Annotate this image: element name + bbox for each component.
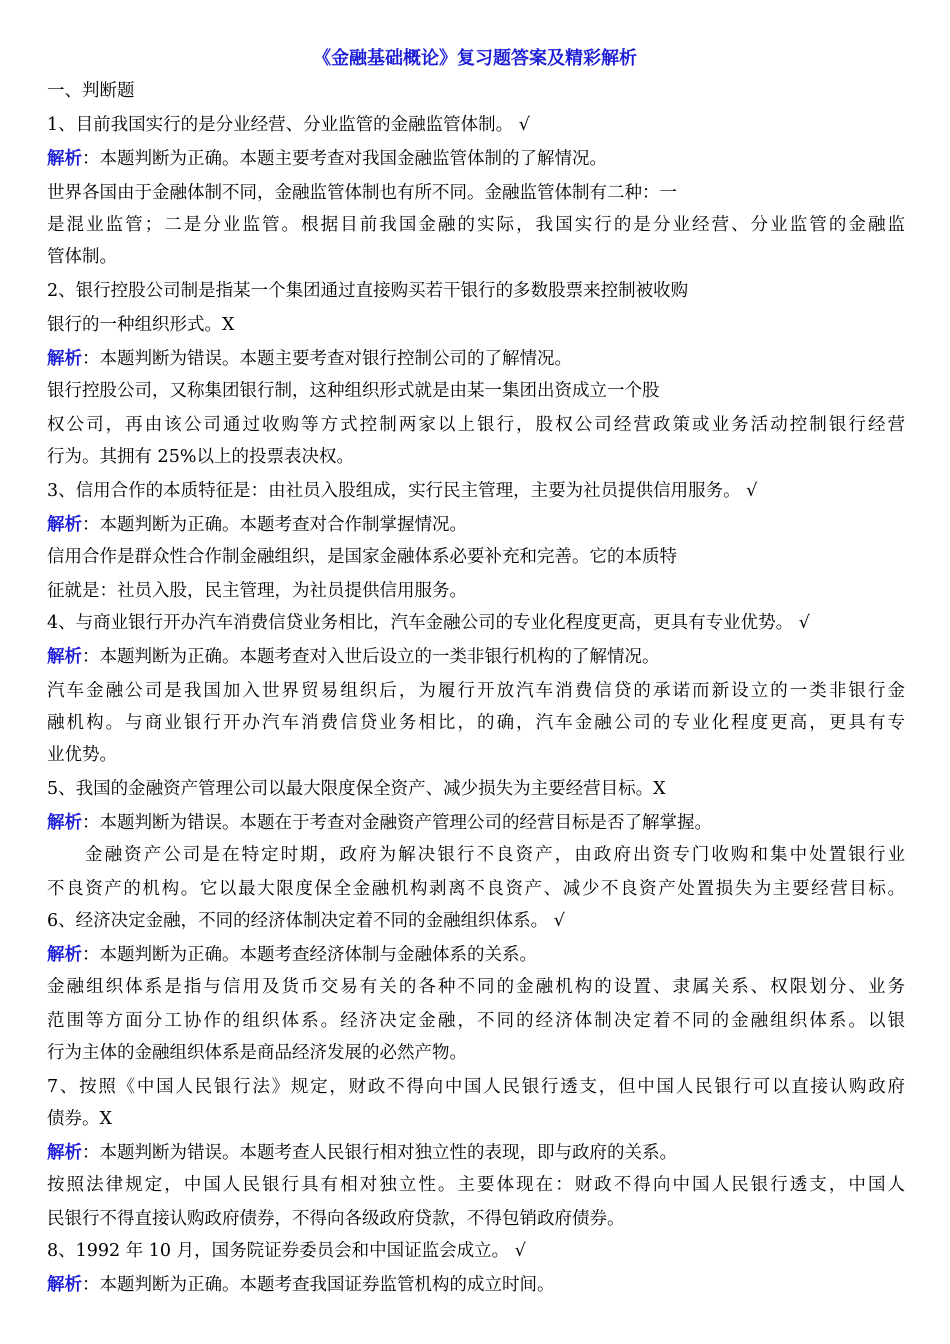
- analysis-text: ：本题判断为正确。本题考查对入世后设立的一类非银行机构的了解情况。: [82, 647, 660, 667]
- analysis-8: [47, 1273, 905, 1297]
- section-heading: 一、判断题: [47, 81, 135, 101]
- analysis-text: ：本题判断为错误。本题在于考查对金融资产管理公司的经营目标是否了解掌握。: [82, 813, 712, 833]
- document-title: 《金融基础概论》复习题答案及精彩解析: [313, 48, 637, 69]
- explanation-line: 汽车金融公司是我国加入世界贸易组织后，为履行开放汽车消费信贷的承诺而新设立的一类非银行金: [47, 681, 905, 701]
- analysis-text: ：本题判断为正确。本题考查我国证券监管机构的成立时间。: [82, 1275, 555, 1295]
- explanation-line: 世界各国由于金融体制不同，金融监管体制也有所不同。金融监管体制有二种：一: [47, 183, 677, 203]
- explanation-line: 融机构。与商业银行开办汽车消费信贷业务相比，的确，汽车金融公司的专业化程度更高，更具有专: [47, 713, 905, 733]
- analysis-label: 解析: [47, 945, 82, 965]
- analysis-label: 解析: [47, 515, 82, 535]
- explanation-line: 按照法律规定，中国人民银行具有相对独立性。主要体现在：财政不得向中国人民银行透支，中国人: [47, 1175, 905, 1195]
- analysis-label: 解析: [47, 1275, 82, 1295]
- explanation-line: 民银行不得直接认购政府债券，不得向各级政府贷款，不得包销政府债券。: [47, 1209, 625, 1229]
- analysis-6: [47, 943, 905, 967]
- analysis-label: 解析: [47, 647, 82, 667]
- analysis-label: 解析: [47, 813, 82, 833]
- question-line: 债券。X: [47, 1109, 112, 1129]
- explanation-line: 行为。其拥有 25%以上的投票表决权。: [47, 447, 354, 467]
- question-7: 7、按照《中国人民银行法》规定，财政不得向中国人民银行透支，但中国人民银行可以直接认购政府: [47, 1077, 905, 1097]
- explanation-line: 权公司，再由该公司通过收购等方式控制两家以上银行，股权公司经营政策或业务活动控制银行经营: [47, 415, 905, 435]
- analysis-label: 解析: [47, 349, 82, 369]
- question-2: 2、银行控股公司制是指某一个集团通过直接购买若干银行的多数股票来控制被收购: [47, 281, 689, 301]
- explanation-line: 金融资产公司是在特定时期，政府为解决银行不良资产，由政府出资专门收购和集中处置银行业: [85, 845, 905, 865]
- analysis-text: ：本题判断为错误。本题主要考查对银行控制公司的了解情况。: [82, 349, 572, 369]
- explanation-line: 银行控股公司，又称集团银行制，这种组织形式就是由某一集团出资成立一个股: [47, 381, 660, 401]
- analysis-text: ：本题判断为错误。本题考查人民银行相对独立性的表现，即与政府的关系。: [82, 1143, 677, 1163]
- analysis-7: [47, 1141, 905, 1165]
- question-4: 4、与商业银行开办汽车消费信贷业务相比，汽车金融公司的专业化程度更高，更具有专业优势。 √: [47, 613, 810, 633]
- explanation-line: 业优势。: [47, 745, 117, 765]
- analysis-text: ：本题判断为正确。本题考查经济体制与金融体系的关系。: [82, 945, 537, 965]
- analysis-3: [47, 513, 905, 537]
- explanation-line: 范围等方面分工协作的组织体系。经济决定金融，不同的经济体制决定着不同的金融组织体系。以银: [47, 1011, 905, 1031]
- explanation-line: 是混业监管；二是分业监管。根据目前我国金融的实际，我国实行的是分业经营、分业监管的金融监: [47, 215, 905, 235]
- explanation-line: 信用合作是群众性合作制金融组织，是国家金融体系必要补充和完善。它的本质特: [47, 547, 677, 567]
- analysis-label: 解析: [47, 1143, 82, 1163]
- question-5: 5、我国的金融资产管理公司以最大限度保全资产、减少损失为主要经营目标。X: [47, 779, 666, 799]
- analysis-1: [47, 147, 905, 171]
- analysis-5: [47, 811, 905, 835]
- explanation-line: 行为主体的金融组织体系是商品经济发展的必然产物。: [47, 1043, 467, 1063]
- question-3: 3、信用合作的本质特征是：由社员入股组成，实行民主管理，主要为社员提供信用服务。 √: [47, 481, 758, 501]
- explanation-line: 不良资产的机构。它以最大限度保全金融机构剥离不良资产、减少不良资产处置损失为主要经营目标。: [47, 879, 905, 899]
- analysis-text: ：本题判断为正确。本题主要考查对我国金融监管体制的了解情况。: [82, 149, 607, 169]
- explanation-line: 管体制。: [47, 247, 117, 267]
- analysis-label: 解析: [47, 149, 82, 169]
- explanation-line: 金融组织体系是指与信用及货币交易有关的各种不同的金融机构的设置、隶属关系、权限划分、业务: [47, 977, 905, 997]
- question-1: 1、目前我国实行的是分业经营、分业监管的金融监管体制。 √: [47, 115, 530, 135]
- question-8: 8、1992 年 10 月，国务院证券委员会和中国证监会成立。 √: [47, 1241, 526, 1261]
- analysis-4: [47, 645, 905, 669]
- question-6: 6、经济决定金融，不同的经济体制决定着不同的金融组织体系。 √: [47, 911, 565, 931]
- analysis-text: ：本题判断为正确。本题考查对合作制掌握情况。: [82, 515, 467, 535]
- analysis-2: [47, 347, 905, 371]
- question-line: 银行的一种组织形式。X: [47, 315, 235, 335]
- explanation-line: 征就是：社员入股，民主管理，为社员提供信用服务。: [47, 581, 467, 601]
